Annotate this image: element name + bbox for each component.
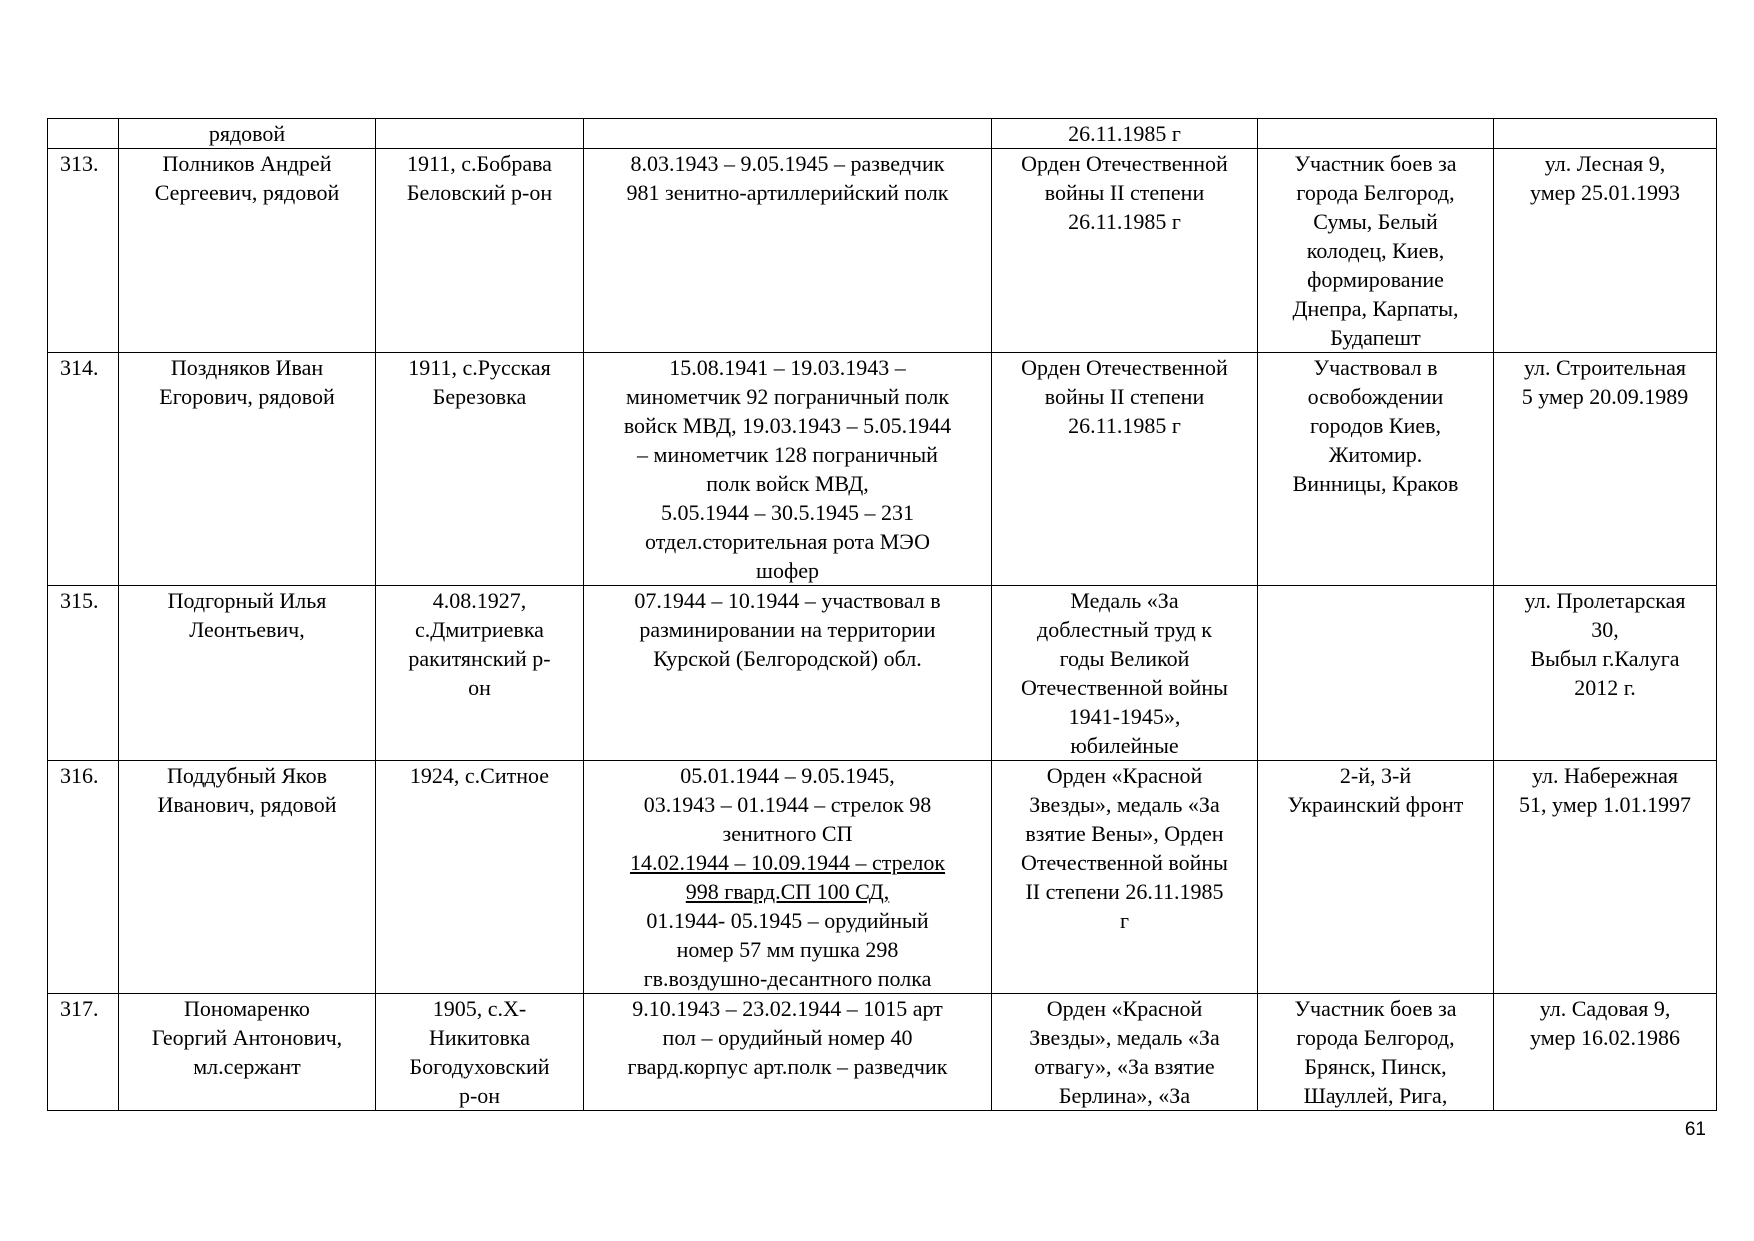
- cell-battles: Участник боев за города Белгород, Брянск, Пинск, Шауллей, Рига,: [1258, 994, 1494, 1111]
- cell-service: 8.03.1943 – 9.05.1945 – разведчик 981 зенитно-артиллерийский полк: [584, 149, 992, 353]
- cell-awards: Орден Отечественной войны II степени 26.11.1985 г: [992, 149, 1258, 353]
- table-row-continuation: [48, 119, 1717, 149]
- service-text-post: 01.1944- 05.1945 – орудийный номер 57 мм пушка 298 гв.воздушно-десантного полка: [643, 908, 932, 991]
- cell-num: 314.: [48, 353, 119, 586]
- cell-awards: Орден «Красной Звезды», медаль «За взятие Вены», Орден Отечественной войны II степени 26.11.1985 г: [992, 761, 1258, 994]
- cell-name: Подгорный Илья Леонтьевич,: [119, 586, 376, 761]
- cell-address: ул. Пролетарская 30, Выбыл г.Калуга 2012 г.: [1494, 586, 1717, 761]
- cell-birth: 1905, с.Х- Никитовка Богодуховский р-он: [376, 994, 584, 1111]
- cell-name: Поздняков Иван Егорович, рядовой: [119, 353, 376, 586]
- cell-awards: Орден «Красной Звезды», медаль «За отвагу», «За взятие Берлина», «За: [992, 994, 1258, 1111]
- cell-battles: [1258, 586, 1494, 761]
- cell-name: Поддубный Яков Иванович, рядовой: [119, 761, 376, 994]
- cell-service: 9.10.1943 – 23.02.1944 – 1015 арт пол – орудийный номер 40 гвард.корпус арт.полк – разведчик: [584, 994, 992, 1111]
- service-text-pre: 05.01.1944 – 9.05.1945, 03.1943 – 01.1944 – стрелок 98 зенитного СП: [643, 763, 932, 846]
- veterans-table: [47, 118, 1717, 1111]
- cell-num: [48, 119, 119, 149]
- cell-battles: 2-й, 3-й Украинский фронт: [1258, 761, 1494, 994]
- cell-num: 317.: [48, 994, 119, 1111]
- table-row: [48, 994, 1717, 1111]
- cell-awards: 26.11.1985 г: [992, 119, 1258, 149]
- cell-address: ул. Набережная 51, умер 1.01.1997: [1494, 761, 1717, 994]
- cell-service: [584, 119, 992, 149]
- cell-address: ул. Строительная 5 умер 20.09.1989: [1494, 353, 1717, 586]
- cell-num: 316.: [48, 761, 119, 994]
- cell-service: 07.1944 – 10.1944 – участвовал в разминировании на территории Курской (Белгородской) обл.: [584, 586, 992, 761]
- cell-num: 315.: [48, 586, 119, 761]
- cell-num: 313.: [48, 149, 119, 353]
- cell-address: [1494, 119, 1717, 149]
- table-row: [48, 761, 1717, 994]
- cell-birth: 4.08.1927, с.Дмитриевка ракитянский р- он: [376, 586, 584, 761]
- cell-battles: Участвовал в освобождении городов Киев, Житомир. Винницы, Краков: [1258, 353, 1494, 586]
- cell-birth: [376, 119, 584, 149]
- cell-name: Полников Андрей Сергеевич, рядовой: [119, 149, 376, 353]
- cell-battles: [1258, 119, 1494, 149]
- table-row: [48, 149, 1717, 353]
- cell-name: рядовой: [119, 119, 376, 149]
- cell-awards: Медаль «За доблестный труд к годы Великой Отечественной войны 1941-1945», юбилейные: [992, 586, 1258, 761]
- cell-birth: 1924, с.Ситное: [376, 761, 584, 994]
- table-row: [48, 586, 1717, 761]
- cell-birth: 1911, с.Бобрава Беловский р-он: [376, 149, 584, 353]
- cell-address: ул. Садовая 9, умер 16.02.1986: [1494, 994, 1717, 1111]
- cell-birth: 1911, с.Русская Березовка: [376, 353, 584, 586]
- cell-name: Пономаренко Георгий Антонович, мл.сержант: [119, 994, 376, 1111]
- table-row: [48, 353, 1717, 586]
- cell-awards: Орден Отечественной войны II степени 26.11.1985 г: [992, 353, 1258, 586]
- cell-service: 15.08.1941 – 19.03.1943 – минометчик 92 пограничный полк войск МВД, 19.03.1943 – 5.05.1944 – минометчик 128 пограничный полк войск МВД, 5.05.1944 – 30.5.1945 – 231 отдел.сторительная рота МЭО шофер: [584, 353, 992, 586]
- cell-address: ул. Лесная 9, умер 25.01.1993: [1494, 149, 1717, 353]
- page-number: 61: [1684, 1119, 1706, 1140]
- service-text-underlined: 14.02.1944 – 10.09.1944 – стрелок 998 гвард.СП 100 СД,: [629, 850, 946, 904]
- cell-service: [584, 761, 992, 994]
- cell-battles: Участник боев за города Белгород, Сумы, Белый колодец, Киев, формирование Днепра, Карпаты, Будапешт: [1258, 149, 1494, 353]
